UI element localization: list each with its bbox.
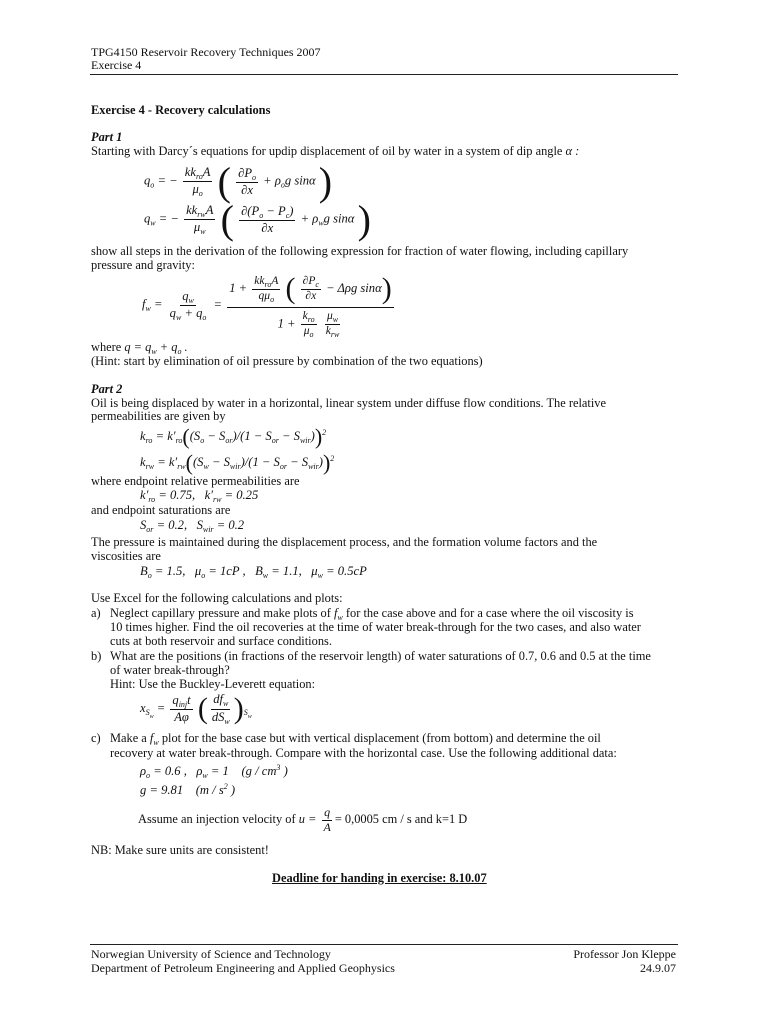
equation-kro: $k_{ro} = k'_{ro}((S_o - S_{or})/(1 - S_{or} - S_{wir}))^2$ xyxy=(140,424,327,449)
header-rule xyxy=(90,74,678,75)
part1-where: where $q = q_w + q_o$ . xyxy=(91,340,188,356)
footer-university: Norwegian University of Science and Technology xyxy=(91,947,331,961)
equation-qo: $q_o$ = − $\frac{kk_{ro}A}{\mu_o}$ ( $\frac{\partial P_o}{\partial x}$ + $\rho_og$ sinα ) xyxy=(144,159,333,204)
task-b-line1: What are the positions (in fractions of the reservoir length) of water saturations of 0.7, 0.6 and 0.5 at the time xyxy=(110,649,651,663)
task-b-hint: Hint: Use the Buckley-Leverett equation: xyxy=(110,677,316,691)
endpoint-sat-label: and endpoint saturations are xyxy=(91,503,231,517)
endpoint-perm-label: where endpoint relative permeabilities are xyxy=(91,474,300,488)
footer-department: Department of Petroleum Engineering and Applied Geophysics xyxy=(91,961,395,975)
injection-velocity: Assume an injection velocity of u = $\frac{q}{A}$ = 0,0005 cm / s and k=1 D xyxy=(138,805,468,834)
part1-hint: (Hint: start by elimination of oil pressure by combination of the two equations) xyxy=(91,354,483,368)
header-course: TPG4150 Reservoir Recovery Techniques 2007 xyxy=(91,45,321,59)
task-b-line2: of water break-through? xyxy=(110,663,230,677)
pressure-line1: The pressure is maintained during the displacement process, and the formation volume factors and the xyxy=(91,535,598,549)
task-c-label: c) xyxy=(91,731,101,745)
task-a-line3: cuts at both reservoir and surface conditions. xyxy=(110,634,332,648)
pressure-line2: viscosities are xyxy=(91,549,161,563)
part2-line1: Oil is being displaced by water in a horizontal, linear system under diffuse flow conditions. The relative xyxy=(91,396,606,410)
fvf-viscosity-values: $B_o = 1.5$, $\mu_o = 1cP$ , $B_w = 1.1$, $\mu_w = 0.5cP$ xyxy=(140,564,367,580)
task-a-line1: Neglect capillary pressure and make plots of $f_w$ for the case above and for a case where the oil viscosity is xyxy=(110,606,634,622)
part2-line2: permeabilities are given by xyxy=(91,409,226,423)
endpoint-sat-values: $S_{or} = 0.2$, $S_{wir} = 0.2$ xyxy=(140,518,245,534)
task-c-line2: recovery at water break-through. Compare with the horizontal case. Use the following additional data: xyxy=(110,746,617,760)
equation-qw: $q_w$ = − $\frac{kk_{rw}A}{\mu_w}$ ( $\frac{\partial(P_o - P_c)}{\partial x}$ + $\rho_wg$ sinα ) xyxy=(144,197,371,242)
part2-heading: Part 2 xyxy=(91,382,123,396)
part1-derive-line1: show all steps in the derivation of the following expression for fraction of water flowing, including capillary xyxy=(91,244,629,258)
endpoint-perm-values: $k'_{ro} = 0.75$, $k'_{rw} = 0.25$ xyxy=(140,488,259,504)
footer-rule xyxy=(90,944,678,945)
deadline: Deadline for handing in exercise: 8.10.07 xyxy=(272,871,487,885)
task-a-label: a) xyxy=(91,606,101,620)
equation-fw: $f_w$ = $\frac{q_w}{q_w + q_o}$ = 1 + $\frac{kk_{ro}A}{q\mu_o}$ ( $\frac{\partial P_c}{\partial x}$ − Δρg sinα) 1 + $\frac{k_{ro}}{\mu_o}$ $\frac{\mu_w}{k_{rw}}$ xyxy=(142,272,392,339)
task-b-label: b) xyxy=(91,649,102,663)
equation-buckley-leverett: $x_{S_w}$ = $\frac{q_{inj}t}{A\varphi}$ ( $\frac{df_w}{dS_w}$ )$_{S_w}$ xyxy=(140,692,252,726)
tasks-intro: Use Excel for the following calculations and plots: xyxy=(91,591,343,605)
nb-note: NB: Make sure units are consistent! xyxy=(91,843,269,857)
footer-professor: Professor Jon Kleppe xyxy=(573,947,676,961)
footer-date: 24.9.07 xyxy=(640,961,676,975)
gravity-value: g = 9.81 ($m / s^2$ ) xyxy=(140,782,236,797)
equation-krw: $k_{rw} = k'_{rw}((S_w - S_{wir})/(1 - S_{or} - S_{wir}))^2$ xyxy=(140,450,335,475)
header-exercise: Exercise 4 xyxy=(91,58,142,72)
part1-intro: Starting with Darcy´s equations for updip displacement of oil by water in a system of dip angle α : xyxy=(91,144,580,158)
page-title: Exercise 4 - Recovery calculations xyxy=(91,103,271,117)
density-values: $\rho_o = 0.6$ , $\rho_w = 1$ ($g / cm^3$ ) xyxy=(140,763,288,780)
part1-heading: Part 1 xyxy=(91,130,123,144)
task-a-line2: 10 times higher. Find the oil recoveries at the time of water break-through for the two cases, and also water xyxy=(110,620,641,634)
task-c-line1: Make a $f_w$ plot for the base case but with vertical displacement (from bottom) and determine the oil xyxy=(110,731,601,747)
part1-derive-line2: pressure and gravity: xyxy=(91,258,195,272)
